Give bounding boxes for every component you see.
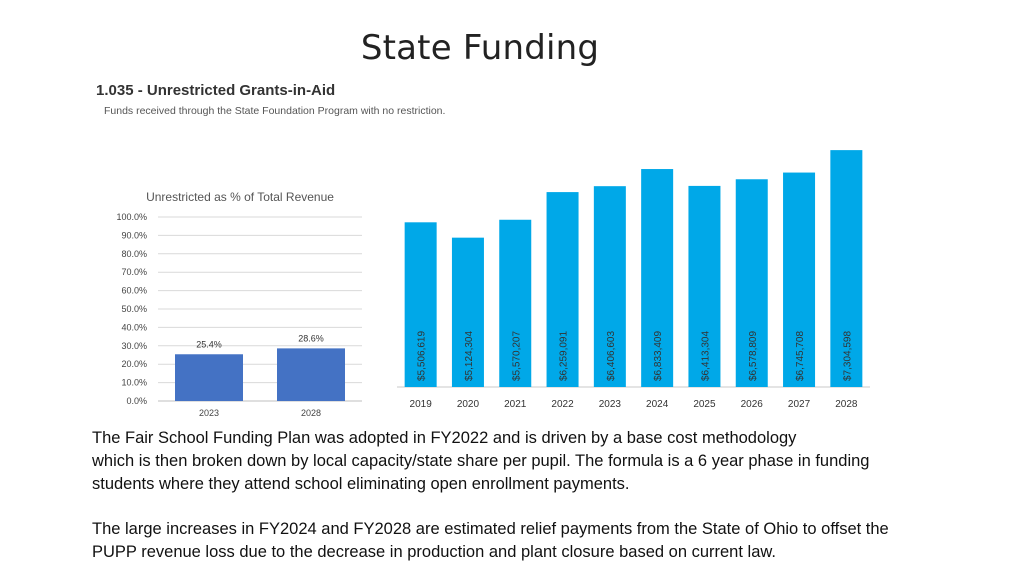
data-label: $5,506,619 [416, 330, 428, 381]
data-label: 25.4% [196, 339, 222, 350]
y-tick-label: 20.0% [121, 359, 147, 370]
y-tick-label: 10.0% [121, 377, 147, 388]
paragraph-line: The Fair School Funding Plan was adopted in FY2022 and is driven by a base cost methodology [92, 429, 797, 447]
slide-title: State Funding [360, 28, 600, 68]
y-tick-label: 60.0% [121, 285, 147, 296]
section-heading: 1.035 - Unrestricted Grants-in-Aid [96, 82, 336, 99]
data-label: $6,745,708 [795, 330, 807, 381]
y-tick-label: 40.0% [121, 322, 147, 333]
x-tick-label: 2024 [646, 399, 669, 410]
x-tick-label: 2021 [504, 399, 527, 410]
paragraph-line: The large increases in FY2024 and FY2028 are estimated relief payments from the State of Ohio to offset the [92, 520, 889, 538]
y-tick-label: 90.0% [121, 230, 147, 241]
paragraph-line: PUPP revenue loss due to the decrease in production and plant closure based on current law. [92, 543, 776, 561]
y-tick-label: 0.0% [126, 396, 147, 406]
data-label: 28.6% [298, 333, 324, 344]
paragraph-fair-school-funding [92, 427, 972, 496]
x-tick-label: 2023 [598, 399, 621, 410]
data-label: $6,578,809 [747, 330, 759, 381]
x-tick-label: 2025 [693, 399, 716, 410]
data-label: $6,259,091 [558, 330, 570, 381]
paragraph-line: which is then broken down by local capacity/state share per pupil. The formula is a 6 year phase in funding [92, 452, 870, 470]
paragraph-relief-payments [92, 518, 972, 564]
x-tick-label: 2028 [835, 399, 858, 410]
x-tick-label: 2023 [198, 408, 220, 418]
x-tick-label: 2026 [740, 399, 763, 410]
chart-title: Unrestricted as % of Total Revenue [146, 190, 334, 204]
y-tick-label: 80.0% [121, 248, 147, 259]
data-label: $5,570,207 [511, 330, 523, 381]
data-label: $6,833,409 [653, 330, 665, 381]
y-tick-label: 30.0% [121, 340, 147, 351]
paragraph-line: students where they attend school eliminating open enrollment payments. [92, 475, 630, 493]
y-tick-label: 50.0% [121, 304, 147, 314]
y-tick-label: 100.0% [116, 212, 147, 222]
y-tick-label: 70.0% [121, 267, 147, 278]
x-tick-label: 2020 [456, 399, 480, 410]
data-label: $7,304,598 [842, 330, 854, 381]
x-tick-label: 2019 [409, 399, 432, 410]
x-tick-label: 2028 [300, 408, 322, 418]
data-label: $6,406,603 [605, 330, 617, 381]
x-tick-label: 2022 [551, 399, 574, 410]
section-subheading: Funds received through the State Foundation Program with no restriction. [104, 105, 446, 117]
data-label: $5,124,304 [463, 330, 475, 381]
data-label: $6,413,304 [700, 330, 712, 381]
x-tick-label: 2027 [787, 399, 811, 410]
